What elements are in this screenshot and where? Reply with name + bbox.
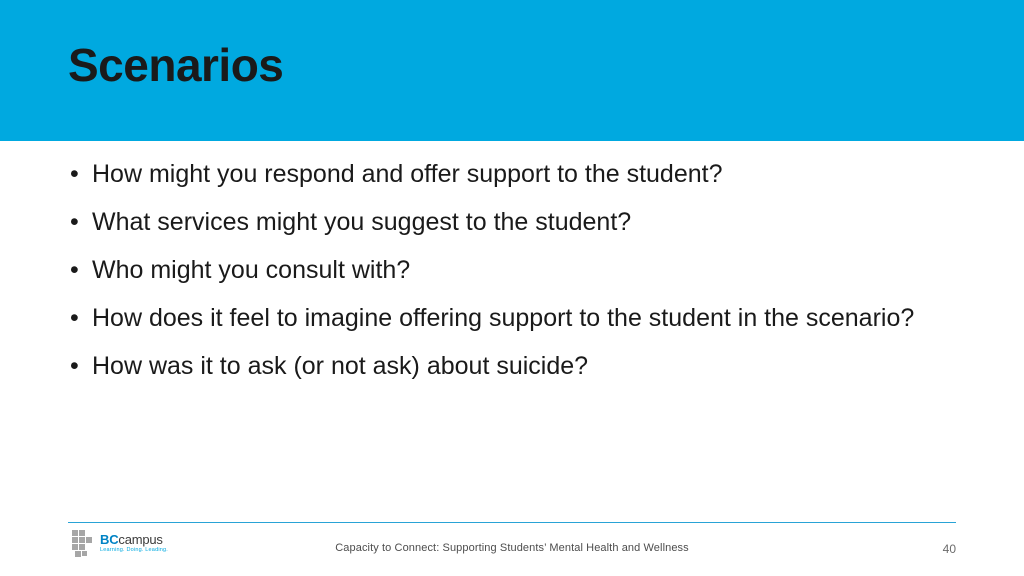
list-item-text: How might you respond and offer support to the student? — [92, 160, 723, 188]
footer-divider — [68, 522, 956, 523]
page-number: 40 — [942, 542, 956, 556]
list-item — [70, 205, 970, 239]
list-item-text: What services might you suggest to the student? — [92, 208, 632, 236]
bullet-point-icon: • — [70, 208, 79, 236]
list-item-text: How was it to ask (or not ask) about suicide? — [92, 352, 589, 380]
bullet-point-icon: • — [70, 256, 79, 284]
list-item-text: Who might you consult with? — [92, 256, 411, 284]
logo-name-primary: BC — [100, 532, 119, 547]
bullet-point-icon: • — [70, 304, 79, 332]
footer-text: Capacity to Connect: Supporting Students’ Mental Health and Wellness — [335, 542, 689, 554]
logo-tagline: Learning. Doing. Leading. — [100, 547, 168, 553]
logo-name-secondary: campus — [118, 532, 163, 547]
bullet-point-icon: • — [70, 352, 79, 380]
list-item-text: How does it feel to imagine offering support to the student in the scenario? — [92, 304, 915, 332]
page-title: Scenarios — [68, 39, 284, 91]
bullet-point-icon: • — [70, 160, 79, 188]
list-item — [70, 157, 970, 191]
list-item — [70, 253, 970, 287]
list-item — [70, 349, 970, 383]
list-item — [70, 301, 970, 335]
bullet-list — [70, 157, 970, 397]
